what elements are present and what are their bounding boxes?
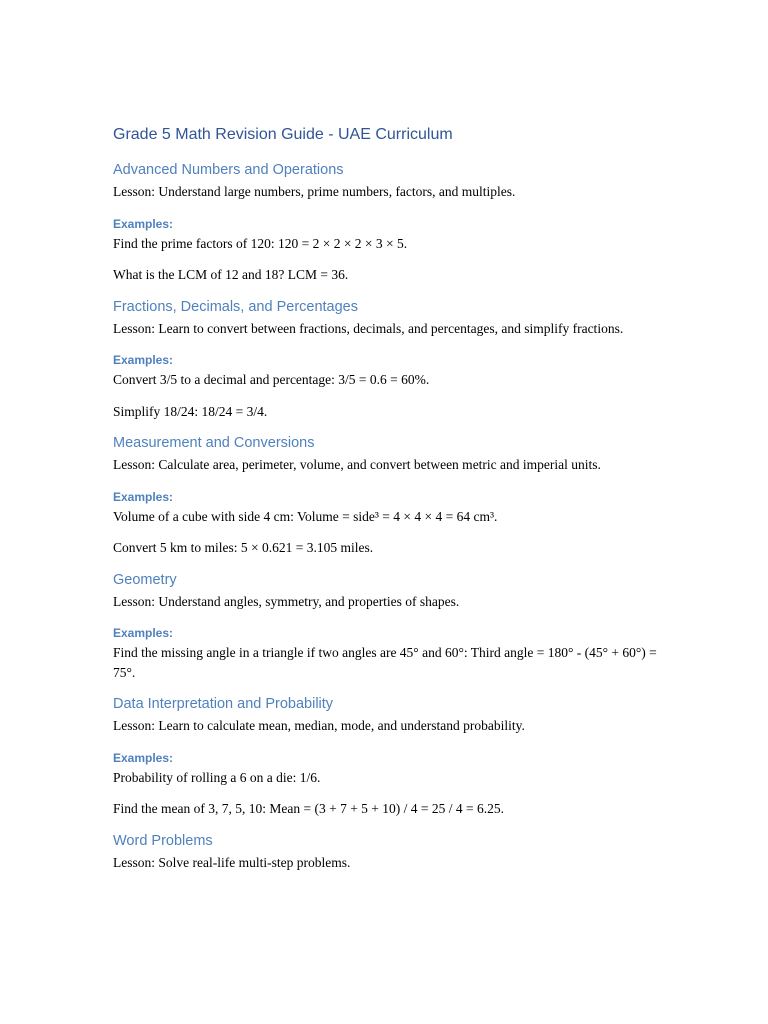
section-heading: Advanced Numbers and Operations: [113, 162, 344, 178]
section-word-problems: [113, 831, 673, 873]
lesson-text: Lesson: Learn to calculate mean, median, mode, and understand probability.: [113, 718, 525, 733]
example-text: Find the prime factors of 120: 120 = 2 × 2 × 2 × 3 × 5.: [113, 235, 408, 251]
lesson-text: Lesson: Calculate area, perimeter, volume, and convert between metric and imperial units.: [113, 457, 601, 472]
section-heading: Word Problems: [113, 832, 213, 849]
example-text: Probability of rolling a 6 on a die: 1/6.: [113, 769, 321, 785]
lesson-text: Lesson: Understand angles, symmetry, and properties of shapes.: [113, 593, 460, 609]
example-text: What is the LCM of 12 and 18? LCM = 36.: [113, 267, 349, 282]
example-text: Find the mean of 3, 7, 5, 10: Mean = (3 + 7 + 5 + 10) / 4 = 25 / 4 = 6.25.: [113, 801, 505, 816]
section-heading: Data Interpretation and Probability: [113, 696, 334, 712]
section-data: [113, 694, 673, 819]
lesson-text: Lesson: Understand large numbers, prime numbers, factors, and multiples.: [113, 184, 516, 199]
example-text: Convert 3/5 to a decimal and percentage: 3/5 = 0.6 = 60%.: [113, 372, 430, 387]
example-text: Convert 5 km to miles: 5 × 0.621 = 3.105 miles.: [113, 540, 374, 555]
examples-label: Examples:: [113, 626, 174, 640]
examples-label: Examples:: [113, 750, 174, 765]
example-text: Volume of a cube with side 4 cm: Volume = side³ = 4 × 4 × 4 = 64 cm³.: [113, 508, 498, 524]
example-text: Simplify 18/24: 18/24 = 3/4.: [113, 403, 268, 419]
examples-label: Examples:: [113, 353, 174, 367]
section-heading: Measurement and Conversions: [113, 435, 315, 451]
document-title: Grade 5 Math Revision Guide - UAE Curriculum: [113, 126, 453, 143]
example-text: Find the missing angle in a triangle if two angles are 45° and 60°: Third angle = 180° - (45° + 60°) = 75°.: [113, 645, 657, 680]
section-fractions: [113, 297, 673, 422]
section-geometry: [113, 570, 673, 683]
lesson-text: Lesson: Learn to convert between fractions, decimals, and percentages, and simplify fractions.: [113, 320, 624, 336]
section-heading: Geometry: [113, 571, 177, 588]
document-page: [113, 124, 673, 874]
examples-label: Examples:: [113, 216, 174, 231]
lesson-text: Lesson: Solve real-life multi-step problems.: [113, 854, 351, 870]
examples-label: Examples:: [113, 489, 174, 504]
section-heading: Fractions, Decimals, and Percentages: [113, 298, 358, 315]
section-measurement: [113, 433, 673, 558]
section-numbers: [113, 160, 673, 285]
